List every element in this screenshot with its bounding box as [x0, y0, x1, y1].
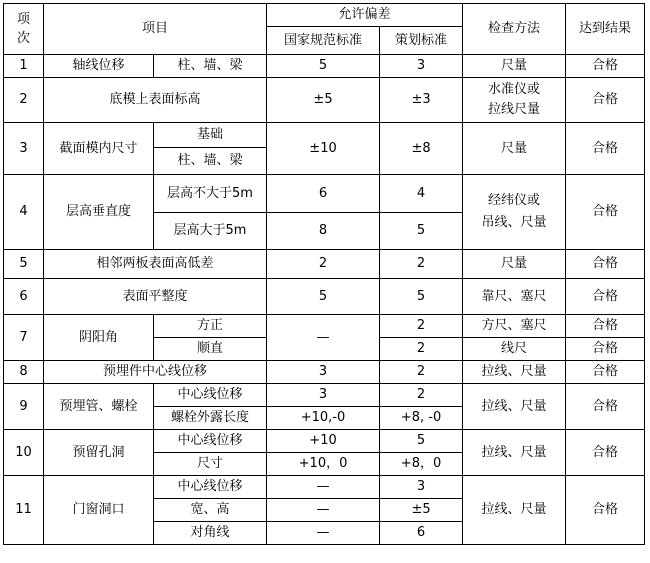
row-plan: 6	[380, 522, 463, 545]
row-no: 7	[4, 315, 44, 361]
header-result: 达到结果	[566, 4, 645, 55]
row-no: 2	[4, 78, 44, 123]
header-item: 项目	[44, 4, 267, 55]
row-plan: +8，0	[380, 453, 463, 476]
row-subitem: 对角线	[154, 522, 267, 545]
row-result: 合格	[566, 361, 645, 384]
table-row	[4, 123, 645, 148]
row-result: 合格	[566, 384, 645, 430]
row-subitem: 螺栓外露长度	[154, 407, 267, 430]
row-national: 5	[267, 55, 380, 78]
table-row	[4, 279, 645, 315]
row-national: —	[267, 522, 380, 545]
table-row	[4, 384, 645, 407]
row-no: 10	[4, 430, 44, 476]
row-subitem: 顺直	[154, 338, 267, 361]
table-row	[4, 175, 645, 213]
row-plan: 2	[380, 384, 463, 407]
row-subitem: 柱、墙、梁	[154, 148, 267, 175]
row-national: +10	[267, 430, 380, 453]
row-method: 拉线、尺量	[463, 361, 566, 384]
row-national: 6	[267, 175, 380, 213]
row-national: 2	[267, 250, 380, 279]
row-national: +10，0	[267, 453, 380, 476]
row-result: 合格	[566, 476, 645, 545]
row-method: 经纬仪或 吊线、尺量	[463, 175, 566, 250]
row-plan: 5	[380, 279, 463, 315]
row-subitem: 中心线位移	[154, 384, 267, 407]
row-plan: 2	[380, 315, 463, 338]
row-subitem: 柱、墙、梁	[154, 55, 267, 78]
row-item: 层高垂直度	[44, 175, 154, 250]
row-item: 预留孔洞	[44, 430, 154, 476]
row-no: 6	[4, 279, 44, 315]
row-result: 合格	[566, 279, 645, 315]
row-national: 8	[267, 213, 380, 250]
header-national: 国家规范标准	[267, 27, 380, 55]
row-subitem: 方正	[154, 315, 267, 338]
row-plan: 5	[380, 213, 463, 250]
row-method: 尺量	[463, 123, 566, 175]
row-national: 3	[267, 361, 380, 384]
row-no: 8	[4, 361, 44, 384]
row-national: ±10	[267, 123, 380, 175]
row-method: 拉线、尺量	[463, 384, 566, 430]
row-method: 拉线、尺量	[463, 476, 566, 545]
row-no: 3	[4, 123, 44, 175]
row-plan: 3	[380, 55, 463, 78]
row-subitem: 层高不大于5m	[154, 175, 267, 213]
row-subitem: 层高大于5m	[154, 213, 267, 250]
row-result: 合格	[566, 430, 645, 476]
row-subitem: 中心线位移	[154, 430, 267, 453]
row-subitem: 尺寸	[154, 453, 267, 476]
row-method: 靠尺、塞尺	[463, 279, 566, 315]
row-no: 4	[4, 175, 44, 250]
row-plan: 2	[380, 361, 463, 384]
row-plan: ±3	[380, 78, 463, 123]
row-result: 合格	[566, 123, 645, 175]
table-row	[4, 361, 645, 384]
header-plan: 策划标准	[380, 27, 463, 55]
row-plan: 2	[380, 250, 463, 279]
row-no: 1	[4, 55, 44, 78]
table-row	[4, 55, 645, 78]
table-row	[4, 315, 645, 338]
row-plan: 5	[380, 430, 463, 453]
row-result: 合格	[566, 250, 645, 279]
row-plan: 3	[380, 476, 463, 499]
table-row	[4, 250, 645, 279]
table-row	[4, 78, 645, 123]
row-method: 线尺	[463, 338, 566, 361]
row-item: 截面模内尺寸	[44, 123, 154, 175]
header-no: 项 次	[4, 4, 44, 55]
row-item: 预埋管、螺栓	[44, 384, 154, 430]
row-result: 合格	[566, 55, 645, 78]
row-item: 表面平整度	[44, 279, 267, 315]
table-row	[4, 476, 645, 499]
row-national: ±5	[267, 78, 380, 123]
row-national: 3	[267, 384, 380, 407]
row-method: 水准仪或 拉线尺量	[463, 78, 566, 123]
header-allow: 允许偏差	[267, 4, 463, 27]
row-result: 合格	[566, 175, 645, 250]
row-subitem: 宽、高	[154, 499, 267, 522]
tolerance-table	[3, 3, 645, 545]
row-result: 合格	[566, 78, 645, 123]
header-method: 检查方法	[463, 4, 566, 55]
row-item: 轴线位移	[44, 55, 154, 78]
row-plan: 2	[380, 338, 463, 361]
row-method: 拉线、尺量	[463, 430, 566, 476]
row-result: 合格	[566, 338, 645, 361]
row-item: 阴阳角	[44, 315, 154, 361]
row-plan: +8, -0	[380, 407, 463, 430]
row-plan: 4	[380, 175, 463, 213]
row-national: 5	[267, 279, 380, 315]
row-result: 合格	[566, 315, 645, 338]
row-no: 11	[4, 476, 44, 545]
row-national: —	[267, 476, 380, 499]
row-subitem: 中心线位移	[154, 476, 267, 499]
row-plan: ±8	[380, 123, 463, 175]
row-item: 预埋件中心线位移	[44, 361, 267, 384]
row-national: +10,-0	[267, 407, 380, 430]
row-method: 尺量	[463, 250, 566, 279]
row-national: —	[267, 315, 380, 361]
row-item: 底模上表面标高	[44, 78, 267, 123]
row-no: 9	[4, 384, 44, 430]
row-item: 相邻两板表面高低差	[44, 250, 267, 279]
row-item: 门窗洞口	[44, 476, 154, 545]
table-row	[4, 430, 645, 453]
row-method: 方尺、塞尺	[463, 315, 566, 338]
row-method: 尺量	[463, 55, 566, 78]
row-national: —	[267, 499, 380, 522]
row-plan: ±5	[380, 499, 463, 522]
row-subitem: 基础	[154, 123, 267, 148]
row-no: 5	[4, 250, 44, 279]
